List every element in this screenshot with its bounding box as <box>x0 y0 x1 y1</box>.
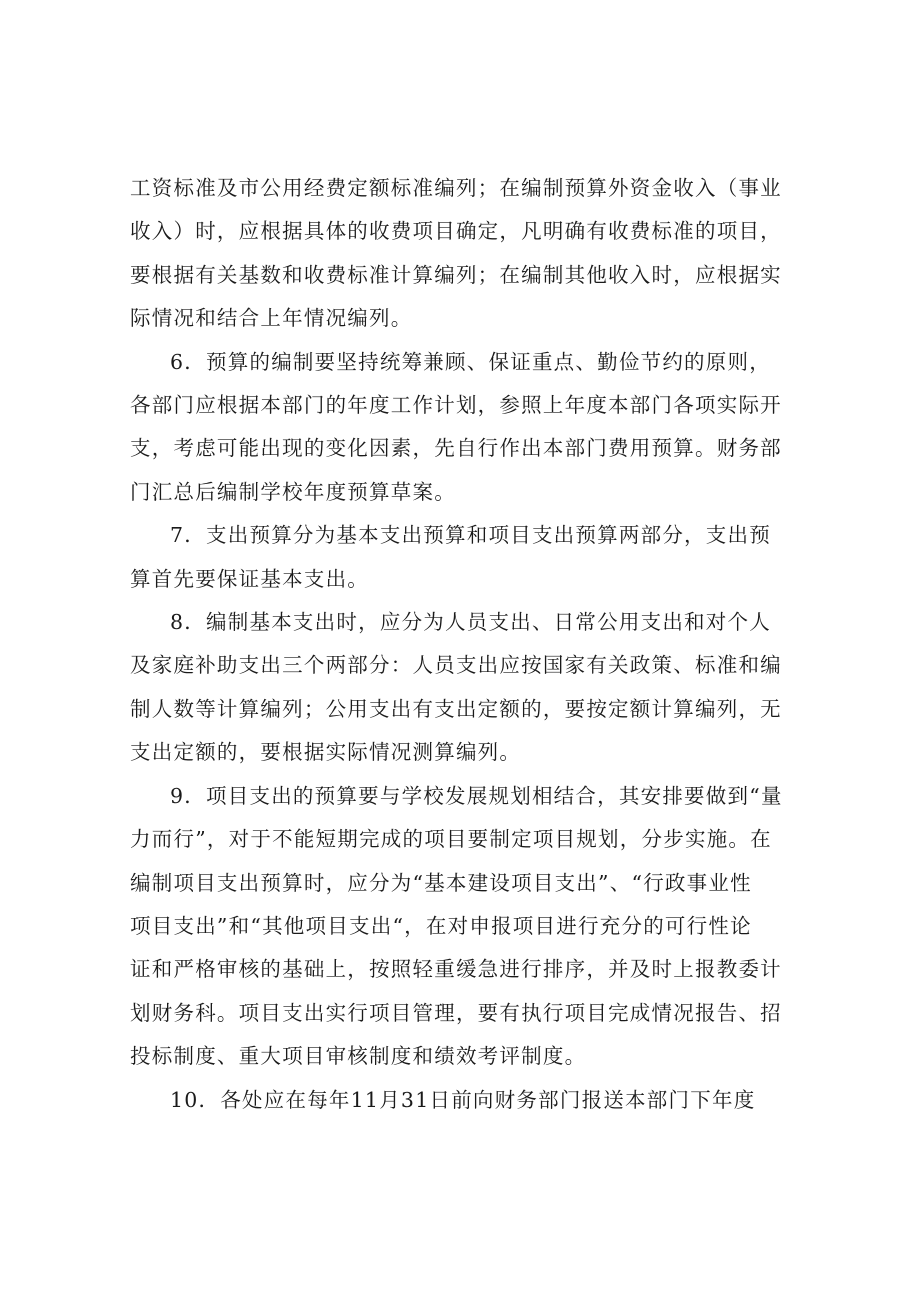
paragraph-item-8 <box>130 601 810 775</box>
text-line: 工资标准及市公用经费定额标准编列；在编制预算外资金收入（事业 <box>130 176 782 200</box>
text-line: 际情况和结合上年情况编列。 <box>130 306 413 331</box>
paragraph-item-9 <box>130 775 810 1079</box>
document-body <box>130 167 810 1122</box>
text-line: 编制项目支出预算时，应分为“基本建设项目支出”、“行政事业性 <box>130 870 752 895</box>
text-line: 划财务科。项目支出实行项目管理，要有执行项目完成情况报告、招 <box>130 1000 782 1025</box>
text-line: 门汇总后编制学校年度预算草案。 <box>130 479 456 504</box>
text-line: 力而行”，对于不能短期完成的项目要制定项目规划，分步实施。在 <box>130 827 772 852</box>
paragraph-item-6 <box>130 341 810 515</box>
paragraph-item-10 <box>130 1079 810 1122</box>
text-line: 算首先要保证基本支出。 <box>130 566 370 591</box>
text-line: 10．各处应在每年11月31日前向财务部门报送本部门下年度 <box>170 1087 756 1112</box>
text-line: 及家庭补助支出三个两部分：人员支出应按国家有关政策、标准和编 <box>130 653 782 678</box>
paragraph-cont-5 <box>130 167 810 341</box>
text-line: 8．编制基本支出时，应分为人员支出、日常公用支出和对个人 <box>170 610 771 635</box>
paragraph-item-7 <box>130 514 810 601</box>
text-line: 收入）时，应根据具体的收费项目确定，凡明确有收费标准的项目， <box>130 219 782 244</box>
text-line: 6．预算的编制要坚持统筹兼顾、保证重点、勤俭节约的原则， <box>170 349 771 374</box>
text-line: 7．支出预算分为基本支出预算和项目支出预算两部分，支出预 <box>170 523 771 548</box>
text-line: 制人数等计算编列；公用支出有支出定额的，要按定额计算编列，无 <box>130 696 782 721</box>
text-line: 支出定额的，要根据实际情况测算编列。 <box>130 740 522 765</box>
text-line: 投标制度、重大项目审核制度和绩效考评制度。 <box>130 1044 587 1069</box>
text-line: 支，考虑可能出现的变化因素，先自行作出本部门费用预算。财务部 <box>130 436 782 461</box>
text-line: 各部门应根据本部门的年度工作计划，参照上年度本部门各项实际开 <box>130 393 782 418</box>
text-line: 项目支出”和“其他项目支出“，在对申报项目进行充分的可行性论 <box>130 913 752 938</box>
text-line: 9．项目支出的预算要与学校发展规划相结合，其安排要做到“量 <box>170 783 783 808</box>
text-line: 要根据有关基数和收费标准计算编列；在编制其他收入时，应根据实 <box>130 262 782 287</box>
text-line: 证和严格审核的基础上，按照轻重缓急进行排序，并及时上报教委计 <box>130 957 782 982</box>
